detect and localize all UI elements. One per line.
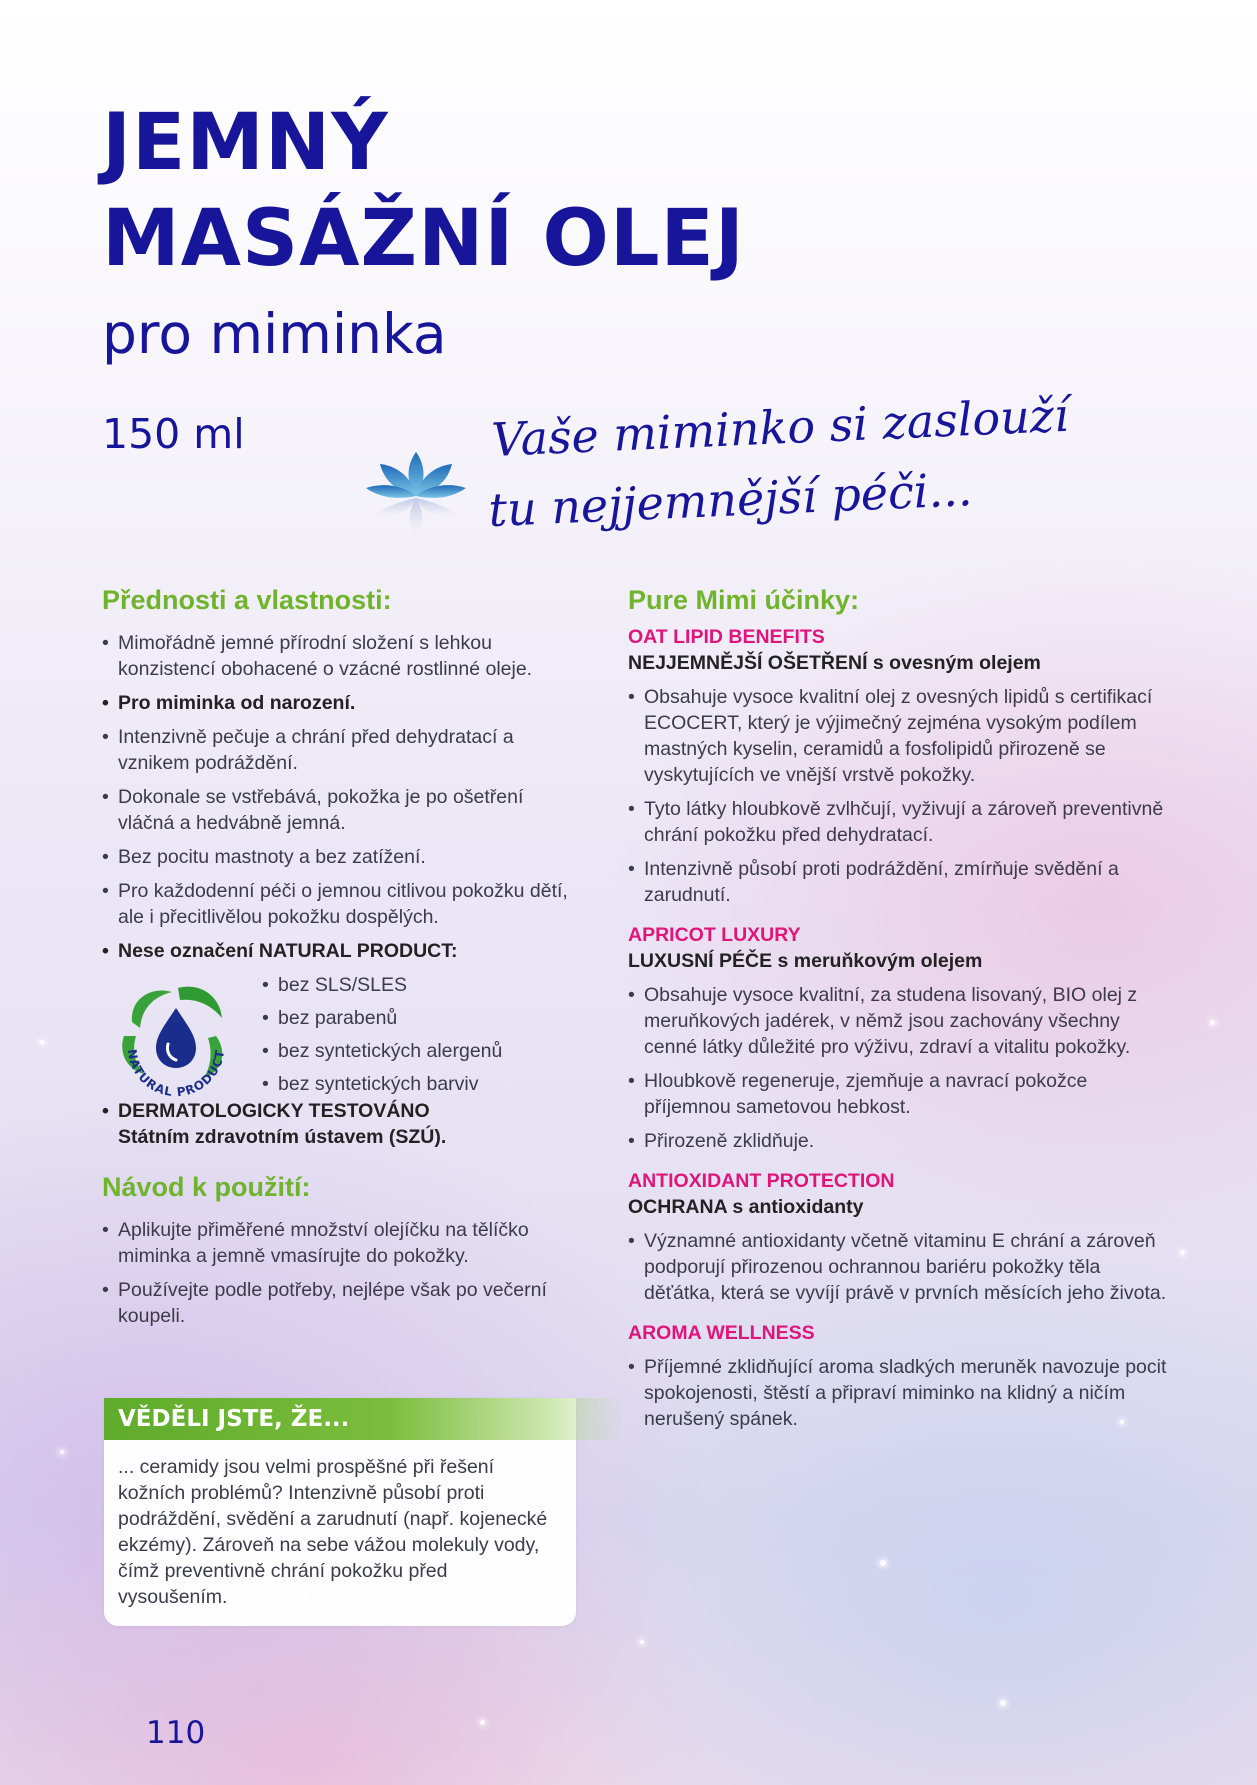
lotus-icon [362,448,470,540]
sparkle-decoration [40,1040,44,1044]
list-item: • Intenzivně působí proti podráždění, zmírňuje svědění a zarudnutí. [628,856,1168,908]
list-item: • Pro každodenní péči o jemnou citlivou pokožku dětí, ale i přecitlivělou pokožku dospělých. [102,878,572,930]
effect-title: AROMA WELLNESS [628,1322,815,1344]
sparkle-decoration [880,1560,886,1566]
natural-product-logo [112,978,240,1100]
effects-heading: Pure Mimi účinky: [628,585,860,615]
page-number: 110 [146,1715,206,1751]
effect-list [628,1354,1168,1432]
list-item: • Pro miminka od narození. [102,690,572,716]
effect-list [628,1228,1168,1306]
sparkle-decoration [1210,1020,1215,1025]
slogan-line-2: tu nejjemnější péči... [487,462,974,538]
slogan-line-1: Vaše miminko si zaslouží [490,387,1070,467]
natural-product-block [102,972,572,1100]
effect-title: OAT LIPID BENEFITS [628,626,825,648]
page-title [102,95,745,287]
effect-group-aroma [628,1320,1168,1432]
list-item: • Nese označení NATURAL PRODUCT: [102,938,572,964]
dermatological-note [102,1098,572,1150]
subtitle: pro miminka [102,302,447,366]
title-line-2: MASÁŽNÍ OLEJ [102,194,745,284]
effect-group-apricot [628,922,1168,1154]
list-item: • Mimořádně jemné přírodní složení s lehkou konzistencí obohacené o vzácné rostlinné oleje. [102,630,572,682]
did-you-know-heading: VĚDĚLI JSTE, ŽE... [104,1398,624,1440]
properties-heading: Přednosti a vlastnosti: [102,585,392,615]
effect-group-antioxidant [628,1168,1168,1306]
effect-subtitle: NEJJEMNĚJŠÍ OŠETŘENÍ s ovesným olejem [628,652,1041,674]
list-item: • Obsahuje vysoce kvalitní, za studena lisovaný, BIO olej z meruňkových jadérek, v němž jsou zachovány všechny cenné látky důležité pro výživu, zdraví a vitalitu pokožky. [628,982,1168,1060]
list-item: • Příjemné zklidňující aroma sladkých meruněk navozuje pocit spokojenosti, štěstí a připraví miminko na klidný a ničím nerušený spánek. [628,1354,1168,1432]
list-item: • bez parabenů [262,1005,502,1031]
effect-subtitle: LUXUSNÍ PÉČE s meruňkovým olejem [628,950,983,972]
list-item: • bez syntetických barviv [262,1071,502,1097]
list-item: • Aplikujte přiměřené množství olejíčku na tělíčko miminka a jemně vmasírujte do pokožky. [102,1217,572,1269]
sparkle-decoration [1000,1700,1006,1706]
effect-list [628,684,1168,908]
list-item: • Bez pocitu mastnoty a bez zatížení. [102,844,572,870]
right-column [628,585,1168,1446]
list-item: • Přirozeně zklidňuje. [628,1128,1168,1154]
list-item: • Intenzivně pečuje a chrání před dehydratací a vznikem podráždění. [102,724,572,776]
natural-product-logo-text: NATURAL PRODUCT [124,1048,228,1100]
usage-list [102,1217,572,1329]
title-line-1: JEMNÝ [102,98,389,188]
list-item: • Obsahuje vysoce kvalitní olej z ovesných lipidů s certifikací ECOCERT, který je výjimečný zejména vysokým podílem mastných kyselin, ceramidů a fosfolipidů přirozeně se vyskytujících ve vnější vrstvě pokožky. [628,684,1168,788]
did-you-know-text: ... ceramidy jsou velmi prospěšné při řešení kožních problémů? Intenzivně působí proti podráždění, svědění a zarudnutí (např. kojenecké ekzémy). Zároveň na sebe vážou molekuly vody, čímž preventivně chrání pokožku před vysoušením. [118,1456,548,1608]
sparkle-decoration [60,1450,64,1454]
volume-label: 150 ml [102,410,245,458]
list-item: • bez SLS/SLES [262,972,502,998]
effect-list [628,982,1168,1154]
slogan [487,380,1073,545]
list-item: • Významné antioxidanty včetně vitaminu E chrání a zároveň podporují přirozenou ochrannou bariéru pokožky těla děťátka, která se vyvíjí právě v prvních měsících jeho života. [628,1228,1168,1306]
derm-line-1: • DERMATOLOGICKY TESTOVÁNO [118,1100,430,1122]
sparkle-decoration [480,1720,485,1725]
sparkle-decoration [1180,1250,1185,1255]
effect-subtitle: OCHRANA s antioxidanty [628,1196,864,1218]
did-you-know-box [104,1398,576,1626]
list-item: • Dokonale se vstřebává, pokožka je po ošetření vláčná a hedvábně jemná. [102,784,572,836]
effect-group-oat [628,624,1168,908]
list-item: • Tyto látky hloubkově zvlhčují, vyživují a zároveň preventivně chrání pokožku před dehydratací. [628,796,1168,848]
effect-title: APRICOT LUXURY [628,924,801,946]
usage-heading: Návod k použití: [102,1172,311,1202]
left-column [102,585,572,1337]
sparkle-decoration [640,1640,644,1644]
list-item: • Hloubkově regeneruje, zjemňuje a navrací pokožce příjemnou sametovou hebkost. [628,1068,1168,1120]
properties-list [102,630,572,964]
list-item: • bez syntetických alergenů [262,1038,502,1064]
derm-line-2: Státním zdravotním ústavem (SZÚ). [118,1126,447,1148]
list-item: • Používejte podle potřeby, nejlépe však po večerní koupeli. [102,1277,572,1329]
effect-title: ANTIOXIDANT PROTECTION [628,1170,895,1192]
natural-product-list [262,972,502,1104]
